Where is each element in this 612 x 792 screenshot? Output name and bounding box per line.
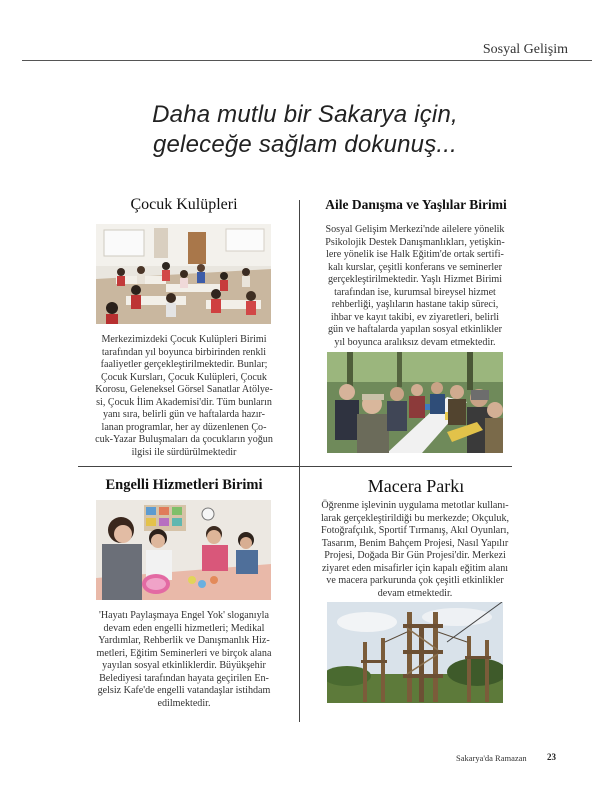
page-number: 23 <box>547 752 556 762</box>
text-line: Fotoğrafçılık, Sportif Tırmanış, Akıl Oyunları, <box>321 525 509 536</box>
text-line: Belediyesi tarafından hayata geçirilen En- <box>99 672 269 684</box>
text-line: edilmektedir. <box>157 697 211 709</box>
text-line: rehberliği, yaşlıların hastane takip süreci, <box>331 299 499 310</box>
headline-line-1: Daha mutlu bir Sakarya için, <box>152 101 458 128</box>
row-divider <box>78 466 512 467</box>
text-line: lanan programlar, her ay düzenlenen Ço- <box>101 421 267 433</box>
text-line: cuk-Yazar Buluşmaları da çocukların yoğun <box>95 434 273 445</box>
text-line: metleri, Eğitim Seminerleri ve birçok alana <box>96 647 272 659</box>
text-line: yanı sıra, belirli gün ve haftalarda hazır- <box>102 409 266 420</box>
text-line: Projesi, Doğada Bir Gün Projesi'dir. Merkezi <box>324 550 506 561</box>
text-line: yayılan sosyal etkinliklerdir. Büyükşehir <box>102 660 266 671</box>
text-line: gelsiz Kafe'de engelli vatandaşlar istihdam <box>97 685 271 696</box>
macera-body <box>310 500 520 600</box>
text-line: lere yönelik ise Halk Eğitim'de ortak sertifi- <box>326 249 504 260</box>
text-line: ve macera parkurunda çok çeşitli etkinlikler <box>326 575 504 586</box>
aile-title: Aile Danışma ve Yaşlılar Birimi <box>325 197 507 212</box>
text-line: Psikolojik Destek Danışmanlıkları, yetişkin- <box>325 236 505 248</box>
macera-title: Macera Parkı <box>367 476 465 496</box>
section-label: Sosyal Gelişim <box>482 42 568 57</box>
text-line: devam eden engelli hizmetleri; Medikal <box>103 622 265 634</box>
text-line: gerçekleştirilmektedir. Yaşlı Hizmet Birimi <box>327 274 503 285</box>
aile-body <box>313 224 517 349</box>
text-line: Öğrenme işlevinin uygulama metotlar kullanı- <box>321 500 509 511</box>
text-line: ilgisi ile sürdürülmektedir <box>131 446 237 458</box>
text-line: Çocuk Kursları, Çocuk Kulüpleri, Çocuk <box>101 371 267 383</box>
text-line: Merkezimizdeki Çocuk Kulüpleri Birimi <box>101 334 267 345</box>
engelli-title: Engelli Hizmetleri Birimi <box>105 477 263 493</box>
text-line: Sosyal Gelişim Merkezi'nde ailelere yönelik <box>325 224 505 235</box>
aile-photo <box>327 352 503 453</box>
text-line: devam etmektedir. <box>377 587 453 599</box>
text-line: ziyaret eden misafirler için kapalı eğitim alanı <box>321 562 509 574</box>
text-line: larak gerçekleştirildiği bu merkezde; Okçuluk, <box>320 512 510 524</box>
text-line: yıl boyunca aralıksız devam etmektedir. <box>334 336 496 348</box>
text-line: tarafından ise, kurumsal bireysel hizmet <box>334 286 496 298</box>
page-headline <box>60 100 550 160</box>
cocuk-photo <box>96 224 271 324</box>
magazine-name: Sakarya'da Ramazan <box>456 753 527 763</box>
text-line: faaliyetler gerçekleştirilmektedir. Bunlar; <box>100 359 268 370</box>
column-divider <box>299 200 300 722</box>
text-line: Yardımlar, Rehberlik ve Danışmanlık Hiz- <box>98 635 270 646</box>
text-line: ihbar ve kayıt takibi, ev ziyaretleri, belirli <box>330 311 500 323</box>
text-line: 'Hayatı Paylaşmaya Engel Yok' sloganıyla <box>99 610 269 621</box>
text-line: gün ve haftalarda yapılan sosyal etkinlikler <box>327 324 503 335</box>
cocuk-title: Çocuk Kulüpleri <box>130 196 238 213</box>
text-line: tarafından yıl boyunca birbirinden renkli <box>101 346 267 358</box>
text-line: Tasarım, Benim Bahçem Projesi, Nasıl Yapılır <box>321 537 509 549</box>
header-rule <box>22 60 592 61</box>
text-line: Korosu, Geleneksel Görsel Sanatlar Atölye- <box>95 384 273 395</box>
macera-photo <box>327 602 503 703</box>
text-line: si, Çocuk İlim Akademisi'dir. Tüm bunların <box>96 396 272 408</box>
text-line: kalı kurslar, çeşitli konferans ve seminerler <box>328 261 502 273</box>
cocuk-body <box>84 334 284 459</box>
engelli-photo <box>96 500 271 600</box>
engelli-body <box>84 610 284 710</box>
headline-line-2: geleceğe sağlam dokunuş... <box>152 131 458 158</box>
